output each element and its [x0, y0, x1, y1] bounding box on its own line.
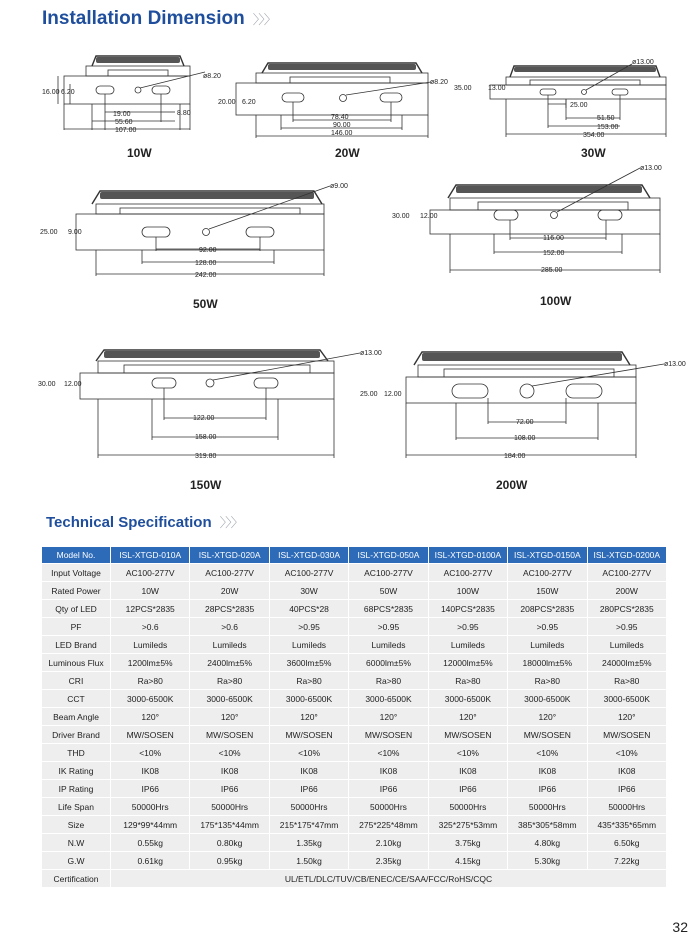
dim-30w-h2: 13.00	[488, 85, 506, 92]
table-cell: 150W	[507, 582, 586, 599]
table-cell: AC100-277V	[110, 564, 189, 581]
dim-30w-w2: 51.50	[597, 115, 615, 122]
dim-50w-dia: ø9.00	[330, 183, 348, 190]
header-cell: ISL-XTGD-0200A	[587, 547, 666, 563]
drawing-30w	[490, 64, 666, 137]
table-cell: 208PCS*2835	[507, 600, 586, 617]
table-cell: 0.95kg	[189, 852, 268, 869]
header-cell: Model No.	[42, 547, 110, 563]
table-cell: 12000lm±5%	[428, 654, 507, 671]
dim-200w-dia: ø13.00	[664, 361, 686, 368]
table-cell: Lumileds	[269, 636, 348, 653]
table-cell: 4.80kg	[507, 834, 586, 851]
table-cell: 30W	[269, 582, 348, 599]
table-cell: Lumileds	[348, 636, 427, 653]
table-cell: 6000lm±5%	[348, 654, 427, 671]
table-cell: 120°	[269, 708, 348, 725]
table-cell: IP66	[428, 780, 507, 797]
table-cell: MW/SOSEN	[428, 726, 507, 743]
table-row	[42, 744, 666, 761]
table-cell: 50000Hrs	[269, 798, 348, 815]
table-row	[42, 600, 666, 617]
table-cell: MW/SOSEN	[587, 726, 666, 743]
table-cell: IP66	[189, 780, 268, 797]
dim-150w-w1: 122.00	[193, 415, 215, 422]
table-cell: 50W	[348, 582, 427, 599]
dim-150w-h2: 12.00	[64, 381, 82, 388]
header-cell: ISL-XTGD-010A	[110, 547, 189, 563]
label-20w: 20W	[335, 146, 360, 160]
table-cell: 68PCS*2835	[348, 600, 427, 617]
table-row	[42, 618, 666, 635]
dim-150w-w2: 158.00	[195, 434, 217, 441]
table-cell: <10%	[587, 744, 666, 761]
table-cell: IK08	[110, 762, 189, 779]
dim-100w-w3: 285.00	[541, 267, 563, 274]
dim-150w-w3: 319.80	[195, 453, 217, 460]
dim-100w-w2: 152.00	[543, 250, 565, 257]
table-cell: MW/SOSEN	[269, 726, 348, 743]
table-cell: 4.15kg	[428, 852, 507, 869]
row-label: G.W	[42, 852, 110, 869]
table-cell: Lumileds	[110, 636, 189, 653]
dim-30w-w3: 153.00	[597, 124, 619, 131]
table-cell: 129*99*44mm	[110, 816, 189, 833]
table-cell: 1.50kg	[269, 852, 348, 869]
table-cell: 10W	[110, 582, 189, 599]
table-cell: Ra>80	[428, 672, 507, 689]
table-row	[42, 636, 666, 653]
drawing-150w	[80, 350, 360, 458]
row-label: Luminous Flux	[42, 654, 110, 671]
table-cell: 280PCS*2835	[587, 600, 666, 617]
dim-10w-w1: 19.00	[113, 111, 131, 118]
dim-200w-w3: 184.00	[504, 453, 526, 460]
spec-title-text: Technical Specification	[46, 514, 212, 531]
row-label: N.W	[42, 834, 110, 851]
table-cell: 3000-6500K	[587, 690, 666, 707]
table-cell: MW/SOSEN	[348, 726, 427, 743]
table-cell: 120°	[428, 708, 507, 725]
table-cell: IK08	[189, 762, 268, 779]
table-cell: IK08	[428, 762, 507, 779]
dim-100w-w1: 116.00	[543, 235, 564, 242]
table-cell: 200W	[587, 582, 666, 599]
header-cell: ISL-XTGD-050A	[348, 547, 427, 563]
table-cell: Lumileds	[428, 636, 507, 653]
table-cell: <10%	[507, 744, 586, 761]
table-cell: >0.95	[348, 618, 427, 635]
table-cell: AC100-277V	[428, 564, 507, 581]
table-cell: IK08	[507, 762, 586, 779]
row-label: CCT	[42, 690, 110, 707]
header-cell: ISL-XTGD-0150A	[507, 547, 586, 563]
table-cell: 1200lm±5%	[110, 654, 189, 671]
dim-20w-w1: 78.40	[331, 114, 349, 121]
row-label: CRI	[42, 672, 110, 689]
label-30w: 30W	[581, 146, 606, 160]
table-cell: 50000Hrs	[507, 798, 586, 815]
table-cell: >0.95	[507, 618, 586, 635]
dim-10w-w3: 55.60	[115, 119, 133, 126]
table-cell: 385*305*58mm	[507, 816, 586, 833]
table-cell: 24000lm±5%	[587, 654, 666, 671]
table-cell: 50000Hrs	[587, 798, 666, 815]
row-label: PF	[42, 618, 110, 635]
certification-row	[42, 870, 666, 887]
page-number: 32	[672, 919, 688, 935]
table-cell: 28PCS*2835	[189, 600, 268, 617]
table-cell: 3000-6500K	[189, 690, 268, 707]
table-row	[42, 762, 666, 779]
table-row	[42, 834, 666, 851]
dim-200w-h2: 12.00	[384, 391, 402, 398]
dim-20w-w3: 146.00	[331, 130, 353, 137]
table-row	[42, 798, 666, 815]
table-cell: IP66	[348, 780, 427, 797]
certification-label: Certification	[42, 870, 110, 887]
dim-50w-h1: 25.00	[40, 229, 58, 236]
table-cell: 3000-6500K	[269, 690, 348, 707]
table-cell: <10%	[428, 744, 507, 761]
certification-value: UL/ETL/DLC/TUV/CB/ENEC/CE/SAA/FCC/RoHS/CQC	[110, 870, 666, 887]
table-cell: IK08	[269, 762, 348, 779]
table-cell: Lumileds	[587, 636, 666, 653]
table-cell: Ra>80	[587, 672, 666, 689]
table-cell: 20W	[189, 582, 268, 599]
spec-table	[42, 546, 666, 888]
table-cell: MW/SOSEN	[189, 726, 268, 743]
table-cell: >0.6	[110, 618, 189, 635]
dim-200w-h1: 25.00	[360, 391, 378, 398]
table-cell: 3000-6500K	[507, 690, 586, 707]
table-cell: 18000lm±5%	[507, 654, 586, 671]
dim-50w-w2: 128.00	[195, 260, 217, 267]
dim-100w-h2: 12.00	[420, 213, 438, 220]
table-cell: AC100-277V	[269, 564, 348, 581]
table-cell: 2400lm±5%	[189, 654, 268, 671]
table-cell: 120°	[507, 708, 586, 725]
table-cell: AC100-277V	[507, 564, 586, 581]
dim-50w-h2: 9.00	[68, 229, 82, 236]
table-cell: Ra>80	[269, 672, 348, 689]
table-cell: >0.95	[269, 618, 348, 635]
drawing-200w	[406, 352, 664, 458]
table-row	[42, 690, 666, 707]
table-cell: <10%	[110, 744, 189, 761]
title-arrows: 〉〉〉	[219, 515, 243, 530]
table-cell: IK08	[348, 762, 427, 779]
dim-50w-w3: 242.00	[195, 272, 217, 279]
table-cell: 0.61kg	[110, 852, 189, 869]
dim-20w-w2: 90.00	[333, 122, 351, 129]
table-cell: Ra>80	[110, 672, 189, 689]
table-row	[42, 708, 666, 725]
table-cell: IK08	[587, 762, 666, 779]
table-cell: 3600lm±5%	[269, 654, 348, 671]
spec-body	[42, 564, 666, 869]
table-cell: 120°	[189, 708, 268, 725]
table-row	[42, 726, 666, 743]
table-cell: 5.30kg	[507, 852, 586, 869]
row-label: Beam Angle	[42, 708, 110, 725]
table-cell: IP66	[507, 780, 586, 797]
dim-200w-w1: 72.00	[516, 419, 534, 426]
dim-30w-w1: 25.00	[570, 102, 588, 109]
table-cell: 7.22kg	[587, 852, 666, 869]
table-cell: 120°	[587, 708, 666, 725]
header-cell: ISL-XTGD-030A	[269, 547, 348, 563]
row-label: LED Brand	[42, 636, 110, 653]
table-row	[42, 582, 666, 599]
row-label: Qty of LED	[42, 600, 110, 617]
label-150w: 150W	[190, 478, 222, 492]
title-arrows: 〉〉〉	[252, 12, 276, 27]
dim-150w-dia: ø13.00	[360, 350, 382, 357]
dim-10w-h1: 16.00	[42, 89, 60, 96]
table-cell: 50000Hrs	[348, 798, 427, 815]
table-cell: 3000-6500K	[348, 690, 427, 707]
table-cell: AC100-277V	[189, 564, 268, 581]
table-cell: >0.95	[428, 618, 507, 635]
spec-header-row	[42, 547, 666, 563]
dim-10w-w4: 107.00	[115, 127, 137, 134]
table-cell: 325*275*53mm	[428, 816, 507, 833]
table-cell: 3000-6500K	[428, 690, 507, 707]
drawing-100w	[430, 168, 660, 273]
dim-30w-w4: 354.00	[583, 132, 605, 139]
row-label: Size	[42, 816, 110, 833]
table-cell: 50000Hrs	[189, 798, 268, 815]
table-cell: >0.6	[189, 618, 268, 635]
row-label: Input Voltage	[42, 564, 110, 581]
dim-30w-dia: ø13.00	[632, 59, 654, 66]
table-cell: 3000-6500K	[110, 690, 189, 707]
dim-20w-h1: 20.00	[218, 99, 236, 106]
table-cell: <10%	[189, 744, 268, 761]
table-cell: Lumileds	[189, 636, 268, 653]
table-cell: 3.75kg	[428, 834, 507, 851]
table-cell: 140PCS*2835	[428, 600, 507, 617]
table-row	[42, 852, 666, 869]
table-cell: <10%	[269, 744, 348, 761]
table-row	[42, 672, 666, 689]
dim-50w-w1: 92.00	[199, 247, 217, 254]
table-row	[42, 816, 666, 833]
table-cell: 0.55kg	[110, 834, 189, 851]
dim-10w-w2: 8.80	[177, 110, 191, 117]
label-50w: 50W	[193, 297, 218, 311]
table-cell: IP66	[110, 780, 189, 797]
row-label: THD	[42, 744, 110, 761]
table-cell: 12PCS*2835	[110, 600, 189, 617]
dim-10w-h2: 6.20	[61, 89, 75, 96]
table-cell: MW/SOSEN	[110, 726, 189, 743]
row-label: Life Span	[42, 798, 110, 815]
table-row	[42, 654, 666, 671]
table-cell: Ra>80	[189, 672, 268, 689]
table-cell: 2.10kg	[348, 834, 427, 851]
table-cell: IP66	[587, 780, 666, 797]
dim-10w-dia: ø8.20	[203, 73, 221, 80]
table-cell: 1.35kg	[269, 834, 348, 851]
table-cell: Ra>80	[348, 672, 427, 689]
table-row	[42, 564, 666, 581]
table-cell: Lumileds	[507, 636, 586, 653]
table-cell: 275*225*48mm	[348, 816, 427, 833]
table-cell: <10%	[348, 744, 427, 761]
table-cell: 175*135*44mm	[189, 816, 268, 833]
table-cell: >0.95	[587, 618, 666, 635]
table-cell: 120°	[110, 708, 189, 725]
table-cell: AC100-277V	[587, 564, 666, 581]
table-cell: 100W	[428, 582, 507, 599]
installation-title-text: Installation Dimension	[42, 8, 245, 29]
label-10w: 10W	[127, 146, 152, 160]
table-cell: Ra>80	[507, 672, 586, 689]
table-cell: IP66	[269, 780, 348, 797]
dim-100w-h1: 30.00	[392, 213, 410, 220]
dim-30w-h1: 35.00	[454, 85, 472, 92]
table-cell: 215*175*47mm	[269, 816, 348, 833]
dim-20w-dia: ø8.20	[430, 79, 448, 86]
label-200w: 200W	[496, 478, 528, 492]
table-cell: 40PCS*28	[269, 600, 348, 617]
row-label: Driver Brand	[42, 726, 110, 743]
table-cell: 435*335*65mm	[587, 816, 666, 833]
technical-specification-title	[46, 512, 243, 531]
header-cell: ISL-XTGD-0100A	[428, 547, 507, 563]
dim-100w-dia: ø13.00	[640, 165, 662, 172]
table-cell: AC100-277V	[348, 564, 427, 581]
dim-20w-h2: 6.20	[242, 99, 256, 106]
row-label: IK Rating	[42, 762, 110, 779]
table-row	[42, 780, 666, 797]
table-cell: 6.50kg	[587, 834, 666, 851]
table-cell: 50000Hrs	[428, 798, 507, 815]
table-cell: 2.35kg	[348, 852, 427, 869]
table-cell: 50000Hrs	[110, 798, 189, 815]
header-cell: ISL-XTGD-020A	[189, 547, 268, 563]
row-label: IP Rating	[42, 780, 110, 797]
row-label: Rated Power	[42, 582, 110, 599]
table-cell: MW/SOSEN	[507, 726, 586, 743]
label-100w: 100W	[540, 294, 572, 308]
dim-200w-w2: 108.00	[514, 435, 536, 442]
table-cell: 120°	[348, 708, 427, 725]
dim-150w-h1: 30.00	[38, 381, 56, 388]
table-cell: 0.80kg	[189, 834, 268, 851]
